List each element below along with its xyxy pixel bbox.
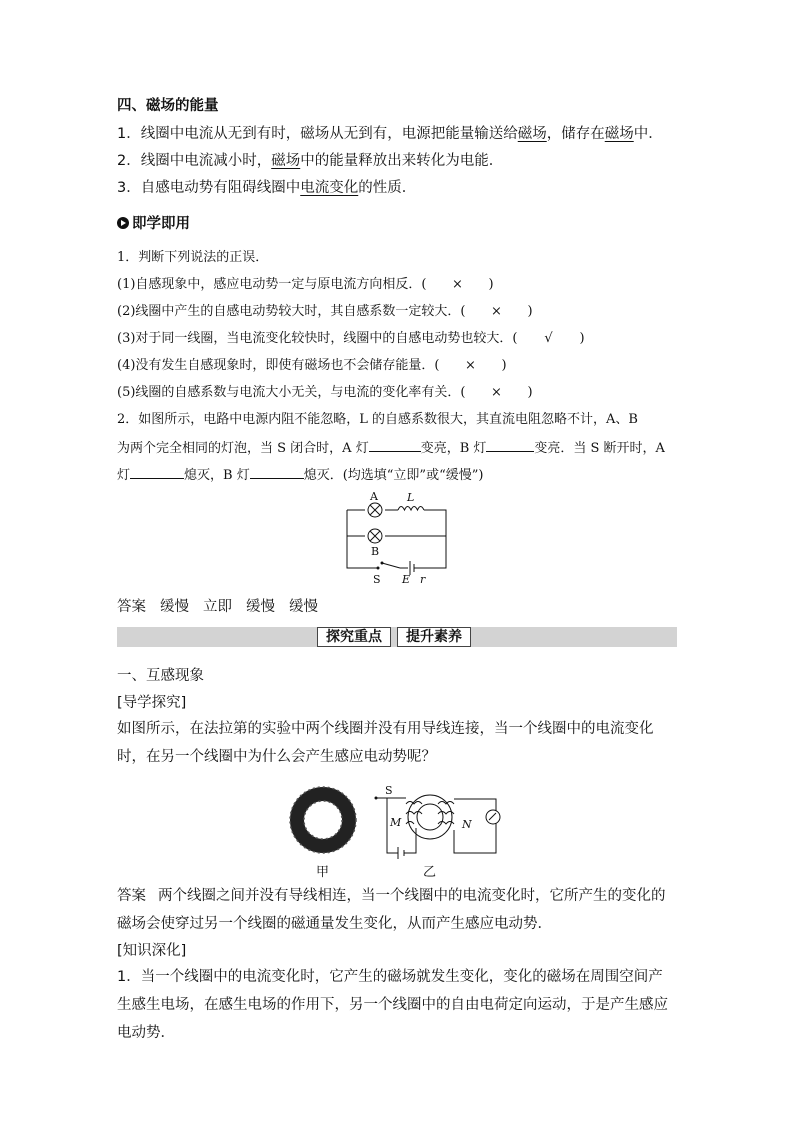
circuit-diagram [340, 488, 455, 588]
judgement-item: (3)对于同一线圈，当电流变化较快时，线圈中的自感电动势也较大．( √ ) [117, 331, 585, 346]
answer-line: 答案 缓慢 立即 缓慢 缓慢 [117, 599, 318, 615]
inductor-label: L [407, 491, 415, 504]
guide-answer: 答案 两个线圈之间并没有导线相连，当一个线圈中的电流变化时，它所产生的变化的磁场会使穿过另一个线圈的磁通量发生变化，从而产生感应电动势． [117, 888, 666, 932]
deepen-text: 1．当一个线圈中的电流变化时，它产生的磁场就发生变化，变化的磁场在周围空间产生感生电场，在感生电场的作用下，另一个线圈中的自由电荷定向运动，于是产生感应电动势． [117, 969, 668, 1041]
underlined-term: 磁场 [271, 153, 301, 169]
figure-switch-label: S [385, 784, 393, 797]
answer-label: 答案 [117, 599, 146, 615]
paragraph-2: 2．线圈中电流减小时，磁场中的能量释放出来转化为电能． [117, 153, 504, 169]
guide-label: [导学探究] [117, 695, 187, 711]
answer-blank [369, 437, 421, 452]
coil-n-label: N [462, 818, 472, 831]
judgement-item: (2)线圈中产生的自感电动势较大时，其自感系数一定较大．( × ) [117, 304, 533, 319]
emf-label: E [402, 573, 411, 586]
mutual-induction-figure [288, 780, 508, 880]
part-heading: 一、互感现象 [117, 668, 204, 684]
coil-m-label: M [390, 816, 402, 829]
section-banner [117, 627, 677, 647]
switch-label: S [373, 573, 381, 586]
section-heading: 四、磁场的能量 [117, 98, 219, 114]
answer-blank [250, 464, 304, 479]
guide-question: 如图所示，在法拉第的实验中两个线圈并没有用导线连接，当一个线圈中的电流变化时，在另一个线圈中为什么会产生感应电动势呢？ [117, 721, 654, 765]
paragraph-3: 3．自感电动势有阻碍线圈中电流变化的性质． [117, 180, 417, 196]
resistance-label: r [420, 573, 426, 586]
question-2-line-2: 为两个完全相同的灯泡，当 S 闭合时，A 灯 变亮，B 灯 变亮．当 S 断开时，A [117, 437, 665, 459]
underlined-term: 磁场 [604, 126, 634, 142]
play-circle-icon [117, 217, 129, 229]
underlined-term: 磁场 [517, 126, 547, 142]
banner-title-left: 探究重点 [317, 627, 391, 647]
practice-label: 即学即用 [117, 214, 190, 234]
deepen-label: [知识深化] [117, 943, 187, 959]
banner-title-right: 提升素养 [397, 627, 471, 647]
figure-caption-left: 甲 [316, 865, 330, 880]
figure-caption-right: 乙 [423, 865, 437, 880]
judgement-item: (4)没有发生自感现象时，即使有磁场也不会储存能量．( × ) [117, 358, 507, 373]
lamp-b-label: B [371, 545, 380, 558]
answer-label: 答案 [117, 888, 146, 904]
judgement-item: (1)自感现象中，感应电动势一定与原电流方向相反．( × ) [117, 277, 494, 292]
question-2-line-3: 灯 熄灭，B 灯 熄灭．(均选填“立即”或“缓慢”) [117, 464, 483, 486]
answer-blank [130, 464, 184, 479]
underlined-term: 电流变化 [300, 180, 359, 196]
judgement-item: (5)线圈的自感系数与电流大小无关，与电流的变化率有关．( × ) [117, 385, 533, 400]
question-2-line-1: 2．如图所示，电路中电源内阻不能忽略，L 的自感系数很大，其直流电阻忽略不计，A、B [117, 412, 638, 427]
paragraph-1: 1．线圈中电流从无到有时，磁场从无到有，电源把能量输送给磁场，储存在磁场中． [117, 126, 663, 142]
question-1-intro: 1．判断下列说法的正误． [117, 250, 269, 265]
lamp-a-label: A [370, 490, 378, 503]
answer-blank [486, 437, 534, 452]
